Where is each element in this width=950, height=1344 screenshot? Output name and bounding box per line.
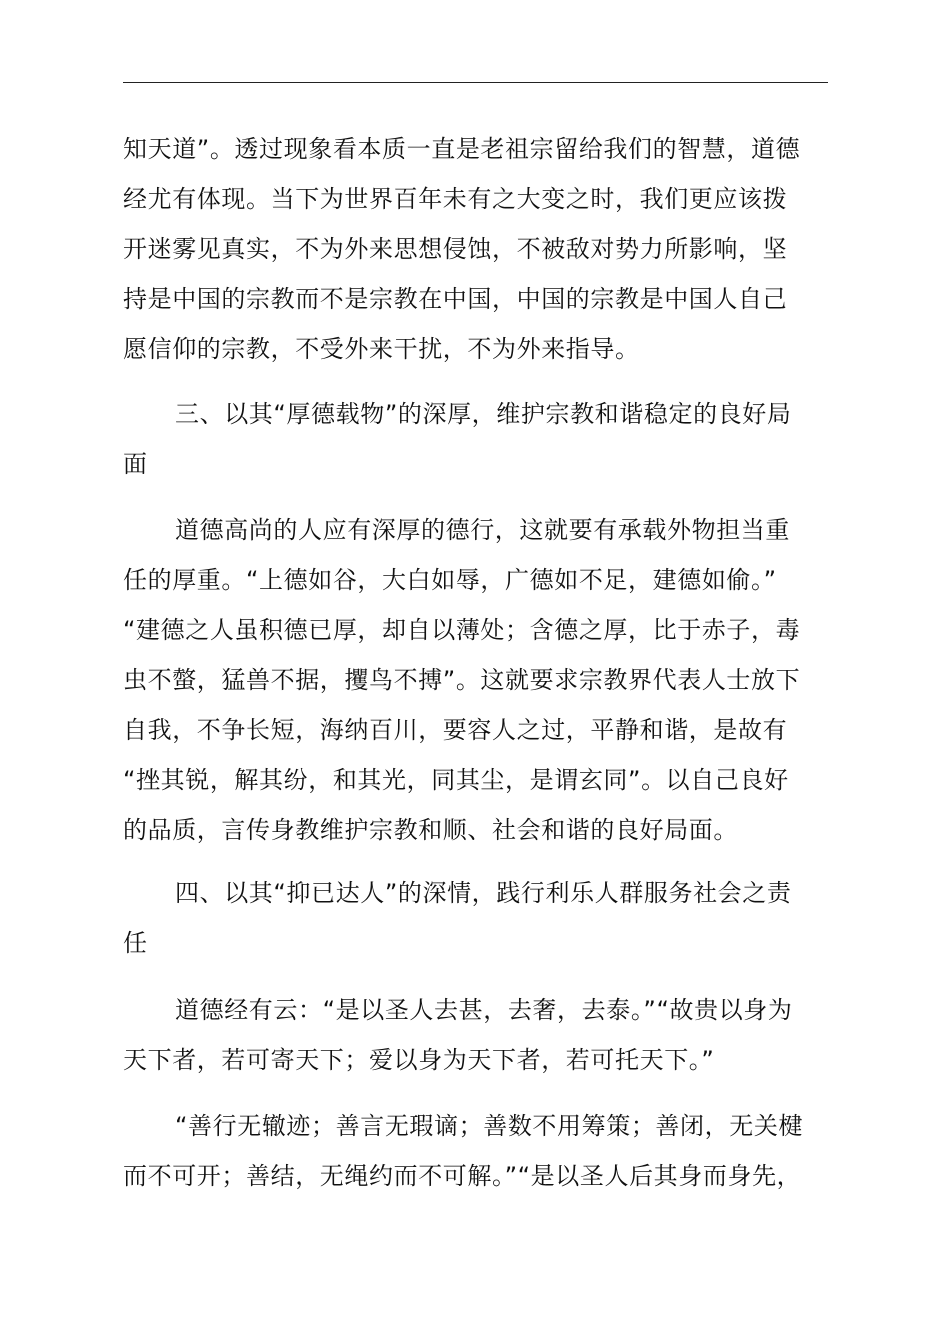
text-line: 道德高尚的人应有深厚的德行，这就要有承载外物担当重	[175, 516, 790, 544]
header-rule	[123, 82, 828, 83]
section-heading-4	[123, 868, 828, 968]
text-line: 任的厚重。“上德如谷，大白如辱，广德如不足，建德如偷。”	[123, 566, 777, 594]
text-line: 经尤有体现。当下为世界百年未有之大变之时，我们更应该拨	[123, 185, 788, 213]
text-line: “善行无辙迹；善言无瑕谪；善数不用筹策；善闭，无关楗	[175, 1112, 804, 1140]
heading-line: 四、以其“抑已达人”的深情，践行利乐人群服务社会之责	[175, 879, 792, 907]
section-heading-3	[123, 389, 828, 489]
text-line: 自我，不争长短，海纳百川，要容人之过，平静和谐，是故有	[123, 716, 788, 744]
text-line: 持是中国的宗教而不是宗教在中国，中国的宗教是中国人自己	[123, 285, 788, 313]
text-line: “建德之人虽积德已厚，却自以薄处；含德之厚，比于赤子，毒	[123, 616, 801, 644]
heading-line: 任	[123, 929, 148, 957]
text-line: 天下者，若可寄天下；爱以身为天下者，若可托天下。”	[123, 1046, 715, 1074]
paragraph-5	[123, 985, 828, 1085]
paragraph-3	[123, 505, 828, 855]
heading-line: 面	[123, 450, 148, 478]
heading-line: 三、以其“厚德载物”的深厚，维护宗教和谐稳定的良好局	[175, 400, 792, 428]
text-line: 知天道”。透过现象看本质一直是老祖宗留给我们的智慧，道德	[123, 135, 801, 163]
text-line: 的品质，言传身教维护宗教和顺、社会和谐的良好局面。	[123, 816, 738, 844]
text-line: 愿信仰的宗教，不受外来干扰，不为外来指导。	[123, 335, 640, 363]
text-line: “挫其锐，解其纷，和其光，同其尘，是谓玄同”。以自己良好	[123, 766, 789, 794]
paragraph-6	[123, 1101, 828, 1201]
text-line: 虫不螫，猛兽不据，攫鸟不搏”。这就要求宗教界代表人士放下	[123, 666, 801, 694]
text-line: 开迷雾见真实，不为外来思想侵蚀，不被敌对势力所影响，坚	[123, 235, 788, 263]
text-line: 道德经有云：“是以圣人去甚，去奢，去泰。”“故贵以身为	[175, 996, 793, 1024]
paragraph-1	[123, 124, 828, 374]
text-line: 而不可开；善结，无绳约而不可解。”“是以圣人后其身而身先，	[123, 1162, 802, 1190]
